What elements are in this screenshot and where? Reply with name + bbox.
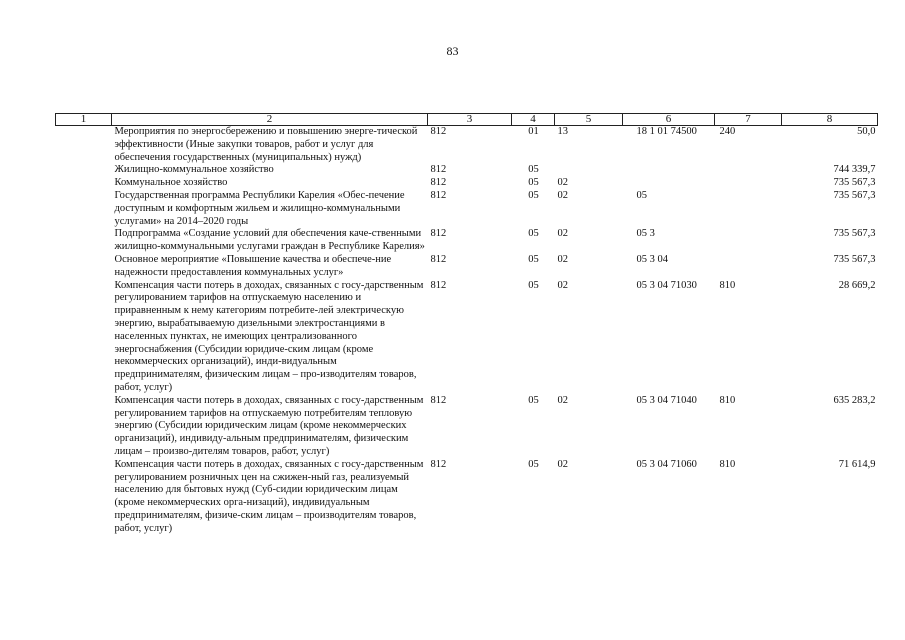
row-amount-cell: 735 567,3 <box>833 228 876 240</box>
row-expense-type-cell: 810 <box>719 394 736 406</box>
column-header-6: 6 <box>623 114 715 126</box>
row-target-article-cell: 18 1 01 74500 <box>636 126 697 137</box>
table-row <box>56 459 878 536</box>
row-subsection-cell: 13 <box>557 126 568 137</box>
row-expense-type-cell <box>715 228 782 254</box>
row-section-cell: 05 <box>528 177 539 189</box>
column-header-7: 7 <box>715 114 782 126</box>
row-amount-cell: 735 567,3 <box>833 177 876 189</box>
row-target-article-cell <box>623 164 715 177</box>
row-name-cell: Жилищно-коммунальное хозяйство <box>114 164 274 176</box>
table-row <box>56 254 878 280</box>
row-number-cell <box>56 164 112 177</box>
row-target-article-cell: 05 3 04 71040 <box>636 394 697 406</box>
row-number-cell <box>56 177 112 190</box>
row-section-cell: 05 <box>528 228 539 240</box>
row-name-cell: Коммунальное хозяйство <box>114 177 228 189</box>
row-amount-cell: 735 567,3 <box>833 253 876 265</box>
table-row <box>56 280 878 395</box>
row-subsection-cell: 02 <box>557 177 568 189</box>
table-row <box>56 395 878 459</box>
table-row <box>56 164 878 177</box>
row-ved-cell: 812 <box>430 279 447 291</box>
column-header-8: 8 <box>782 114 878 126</box>
row-subsection-cell: 02 <box>557 253 568 265</box>
row-name-cell: Подпрограмма «Создание условий для обеспечения каче-ственными жилищно-коммунальными услугами граждан в Республике Карелия» <box>114 228 425 253</box>
row-subsection-cell: 02 <box>557 228 568 240</box>
row-section-cell: 05 <box>528 253 539 265</box>
row-name-cell: Основное мероприятие «Повышение качества и обеспече-ние надежности предоставления коммунальных услуг» <box>114 253 392 278</box>
row-ved-cell: 812 <box>430 177 447 189</box>
row-ved-cell: 812 <box>430 126 447 137</box>
row-ved-cell: 812 <box>430 189 447 201</box>
row-name-cell: Компенсация части потерь в доходах, связанных с госу-дарственным регулированием тарифов на отпускаемую потребителям тепловую энергию (Субсидии юридическим лицам (кроме некоммерческих организаций), индивиду-альным предпринимателям, физическим лицам – произво-дителям товаров, работ, услуг) <box>114 394 424 457</box>
row-target-article-cell <box>623 177 715 190</box>
column-header-4: 4 <box>512 114 555 126</box>
row-amount-cell: 735 567,3 <box>833 189 876 201</box>
row-expense-type-cell <box>715 190 782 228</box>
column-header-1: 1 <box>56 114 112 126</box>
row-expense-type-cell <box>715 177 782 190</box>
row-ved-cell: 812 <box>430 394 447 406</box>
column-header-5: 5 <box>555 114 623 126</box>
table-body <box>56 126 878 536</box>
row-amount-cell: 50,0 <box>857 126 876 137</box>
row-target-article-cell: 05 <box>636 189 647 201</box>
column-header-3: 3 <box>428 114 512 126</box>
row-name-cell: Государственная программа Республики Карелия «Обес-печение доступным и комфортным жильем и жилищно-коммунальными услугами» на 2014–2020 годы <box>114 189 405 227</box>
row-name-cell: Компенсация части потерь в доходах, связанных с госу-дарственным регулированием розничных цен на сжижен-ный газ, реализуемый населению для бытовых нужд (Суб-сидии юридическим лицам (кроме некоммерческих орга-низаций), индивидуальным предпринимателям, физиче-ским лицам – производителям товаров, работ, услуг) <box>114 458 424 534</box>
row-target-article-cell: 05 3 <box>636 228 655 240</box>
row-subsection-cell: 02 <box>557 394 568 406</box>
header-row <box>56 114 878 126</box>
row-name-cell: Мероприятия по энергосбережению и повышению энерге-тической эффективности (Иные закупки товаров, работ и услуг для обеспечения государственных (муниципальных) нужд) <box>114 126 418 163</box>
row-amount-cell: 71 614,9 <box>838 458 876 470</box>
row-amount-cell: 744 339,7 <box>833 164 876 176</box>
row-subsection-cell <box>555 164 623 177</box>
row-expense-type-cell <box>715 164 782 177</box>
row-section-cell: 05 <box>528 189 539 201</box>
row-section-cell: 05 <box>528 458 539 470</box>
row-section-cell: 05 <box>528 164 539 176</box>
row-number-cell <box>56 254 112 280</box>
page-number: 83 <box>446 44 459 58</box>
table-row <box>56 228 878 254</box>
row-number-cell <box>56 126 112 165</box>
row-subsection-cell: 02 <box>557 189 568 201</box>
row-number-cell <box>56 280 112 395</box>
table-header <box>56 114 878 126</box>
table-row <box>56 190 878 228</box>
row-ved-cell: 812 <box>430 458 447 470</box>
row-ved-cell: 812 <box>430 253 447 265</box>
budget-table <box>55 113 878 536</box>
row-expense-type-cell: 240 <box>719 126 736 137</box>
row-number-cell <box>56 190 112 228</box>
table-row <box>56 126 878 165</box>
row-number-cell <box>56 228 112 254</box>
row-ved-cell: 812 <box>430 164 447 176</box>
table-row <box>56 177 878 190</box>
column-header-2: 2 <box>112 114 428 126</box>
row-target-article-cell: 05 3 04 71060 <box>636 458 697 470</box>
row-expense-type-cell: 810 <box>719 279 736 291</box>
row-subsection-cell: 02 <box>557 279 568 291</box>
row-amount-cell: 28 669,2 <box>838 279 876 291</box>
row-section-cell: 01 <box>528 126 539 137</box>
row-subsection-cell: 02 <box>557 458 568 470</box>
row-expense-type-cell <box>715 254 782 280</box>
row-name-cell: Компенсация части потерь в доходах, связанных с госу-дарственным регулированием тарифов на отпускаемую населению и приравненным к нему категориям потребите-лей электрическую энергию, вырабатываемую дизельными электростанциями в населенных пунктах, не имеющих централизованного энергоснабжения (Субсидии юридиче-ским лицам (кроме некоммерческих организаций), инди-видуальным предпринимателям, физическим лицам – про-изводителям товаров, работ, услуг) <box>114 279 424 393</box>
row-section-cell: 05 <box>528 279 539 291</box>
row-target-article-cell: 05 3 04 <box>636 253 668 265</box>
row-target-article-cell: 05 3 04 71030 <box>636 279 697 291</box>
row-expense-type-cell: 810 <box>719 458 736 470</box>
row-ved-cell: 812 <box>430 228 447 240</box>
row-number-cell <box>56 459 112 536</box>
row-number-cell <box>56 395 112 459</box>
row-section-cell: 05 <box>528 394 539 406</box>
row-amount-cell: 635 283,2 <box>833 394 876 406</box>
